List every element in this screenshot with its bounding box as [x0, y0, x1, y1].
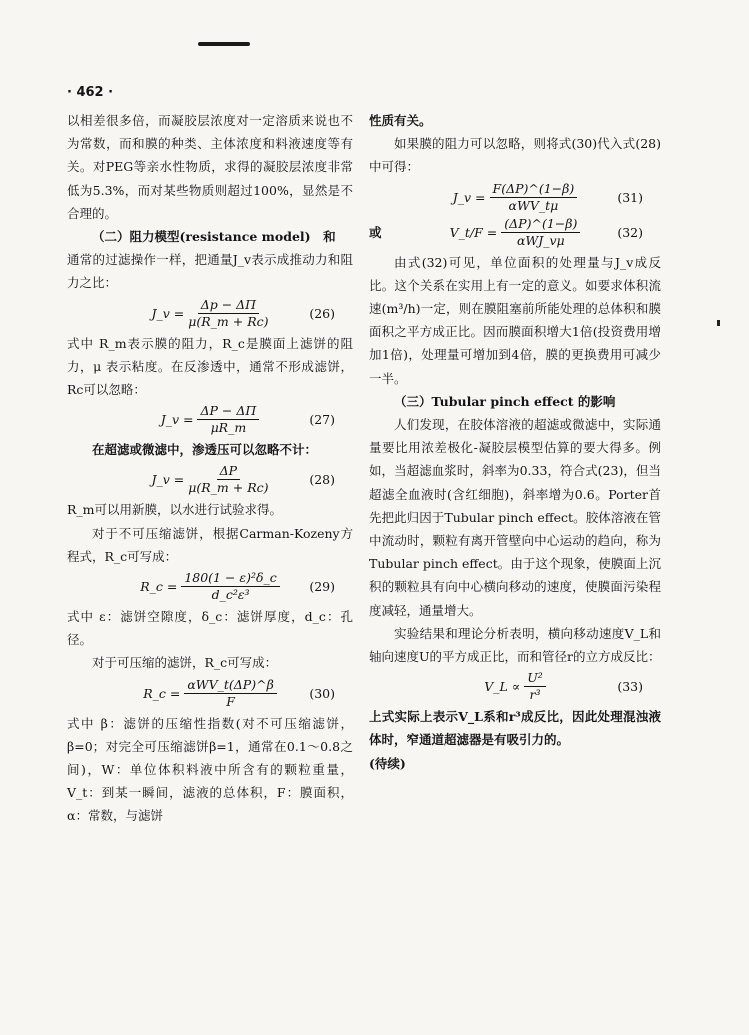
- numerator: ΔP − ΔΠ: [197, 403, 259, 420]
- denominator: μ(R_m + Rc): [188, 480, 269, 496]
- numerator: ΔP: [217, 463, 240, 480]
- denominator: r³: [529, 687, 541, 703]
- numerator: U²: [524, 670, 546, 687]
- equation-lhs: J_v =: [151, 305, 185, 321]
- equation-33: [369, 670, 661, 703]
- equation-number: (33): [617, 679, 643, 695]
- equation-lhs: V_L ∝: [484, 679, 521, 695]
- fraction: [197, 403, 259, 436]
- equation-number: (32): [617, 224, 643, 240]
- denominator: μR_m: [210, 420, 247, 436]
- equation-lhs: J_v =: [452, 189, 486, 205]
- header-rule: [198, 42, 250, 46]
- paragraph: 以相差很多倍，而凝胶层浓度对一定溶质来说也不为常数，而和膜的种类、主体浓度和料液速度等有关。对PEG等亲水性物质，求得的凝胶层浓度非常低为5.3%，而对某些物质则超过100%，显然是不合理的。: [67, 113, 353, 221]
- denominator: αWJ_vμ: [516, 232, 565, 248]
- fraction: [490, 181, 578, 214]
- denominator: αWV_tμ: [508, 197, 559, 213]
- equation-31: [369, 181, 661, 214]
- paragraph: 由式(32)可见，单位面积的处理量与J_v成反比。这个关系在实用上有一定的意义。如要求体积流速(m³/h)一定，则在膜阻塞前所能处理的总体积和膜面积之平方成正比。因而膜面积增大1倍(投资费用增加1倍)，处理量可增加到4倍，膜的更换费用可减少一半。: [369, 254, 661, 386]
- left-column: [67, 109, 353, 828]
- paragraph: R_m可以用新膜，以水进行试验求得。: [67, 502, 283, 518]
- numerator: F(ΔP)^(1−β): [490, 181, 578, 198]
- paragraph: 通常的过滤操作一样，把通量J_v表示成推动力和阻力之比：: [67, 252, 353, 291]
- equation-number: (26): [309, 305, 335, 321]
- paragraph: 对于不可压缩滤饼，根据Carman-Kozeny方程式，R_c可写成：: [67, 525, 353, 564]
- section-heading: （二）阻力模型(resistance model) 和: [92, 229, 336, 245]
- equation-26: [67, 297, 353, 330]
- or-label: 或: [369, 224, 382, 240]
- page-number: · 462 ·: [67, 85, 114, 100]
- paragraph: 人们发现，在胶体溶液的超滤或微滤中，实际通量要比用浓差极化-凝胶层模型估算的要大得多。例如，当超滤血浆时，斜率为0.33，符合式(23)，但当超滤全血液时(含红细胞)，斜率增为0.6。Porter首先把此归因于Tubular pinch effect。胶体溶液在管中流动时，颗粒有离开管壁向中心运动的趋向，称为Tubular pinch effect。由于这个现象，使膜面上沉积的颗粒具有向中心横向移动的速度，使膜面污染程度减轻，通量增大。: [369, 417, 661, 618]
- numerator: Δp − ΔΠ: [198, 297, 259, 314]
- section-heading: （三）Tubular pinch effect 的影响: [394, 393, 616, 409]
- equation-lhs: R_c =: [140, 578, 178, 594]
- paragraph: 式中 R_m表示膜的阻力，R_c是膜面上滤饼的阻力，μ 表示粘度。在反渗透中，通常不形成滤饼，Rc可以忽略：: [67, 335, 353, 398]
- equation-29: [67, 570, 353, 603]
- equation-lhs: R_c =: [143, 685, 181, 701]
- equation-number: (27): [309, 412, 335, 428]
- equation-lhs: J_v =: [160, 412, 194, 428]
- paragraph: 在超滤或微滤中，渗透压可以忽略不计：: [92, 442, 318, 458]
- equation-32: [369, 216, 661, 249]
- paragraph: 如果膜的阻力可以忽略，则将式(30)代入式(28)中可得：: [369, 136, 661, 175]
- numerator: 180(1 − ε)²δ_c: [181, 570, 279, 587]
- equation-number: (31): [617, 189, 643, 205]
- fraction: [181, 570, 279, 603]
- right-column: [369, 109, 661, 775]
- to-be-continued: (待续): [369, 755, 406, 771]
- equation-number: (29): [309, 578, 335, 594]
- denominator: d_c²ε³: [211, 587, 250, 603]
- paragraph: 上式实际上表示V_L系和r³成反比，因此处理混浊液体时，窄通道超滤器是有吸引力的。: [369, 709, 661, 748]
- fraction: [184, 677, 276, 710]
- equation-lhs: J_v =: [151, 472, 185, 488]
- fraction: [501, 216, 580, 249]
- paragraph: 式中 β：滤饼的压缩性指数(对不可压缩滤饼，β=0；对完全可压缩滤饼β=1，通常在0.1～0.8之间)，W：单位体积料液中所含有的颗粒重量，V_t：到某一瞬间，滤液的总体积，F：膜面积，α：常数，与滤饼: [67, 715, 353, 824]
- numerator: αWV_t(ΔP)^β: [184, 677, 276, 694]
- equation-28: [67, 463, 353, 496]
- equation-30: [67, 677, 353, 710]
- equation-lhs: V_t/F =: [449, 224, 498, 240]
- denominator: F: [226, 693, 235, 709]
- equation-number: (30): [309, 685, 335, 701]
- margin-mark: [717, 320, 720, 326]
- paragraph: 实验结果和理论分析表明，横向移动速度V_L和轴向速度U的平方成正比，而和管径r的立方成反比：: [369, 625, 661, 665]
- paragraph: 性质有关。: [369, 113, 432, 128]
- fraction: [188, 463, 268, 496]
- paragraph: 式中 ε：滤饼空隙度，δ_c：滤饼厚度，d_c：孔径。: [67, 609, 353, 648]
- equation-number: (28): [309, 472, 335, 488]
- numerator: (ΔP)^(1−β): [501, 216, 580, 233]
- equation-27: [67, 403, 353, 436]
- paragraph: 对于可压缩的滤饼，R_c可写成：: [92, 655, 278, 671]
- fraction: [524, 670, 546, 703]
- fraction: [188, 297, 268, 330]
- denominator: μ(R_m + Rc): [188, 313, 269, 329]
